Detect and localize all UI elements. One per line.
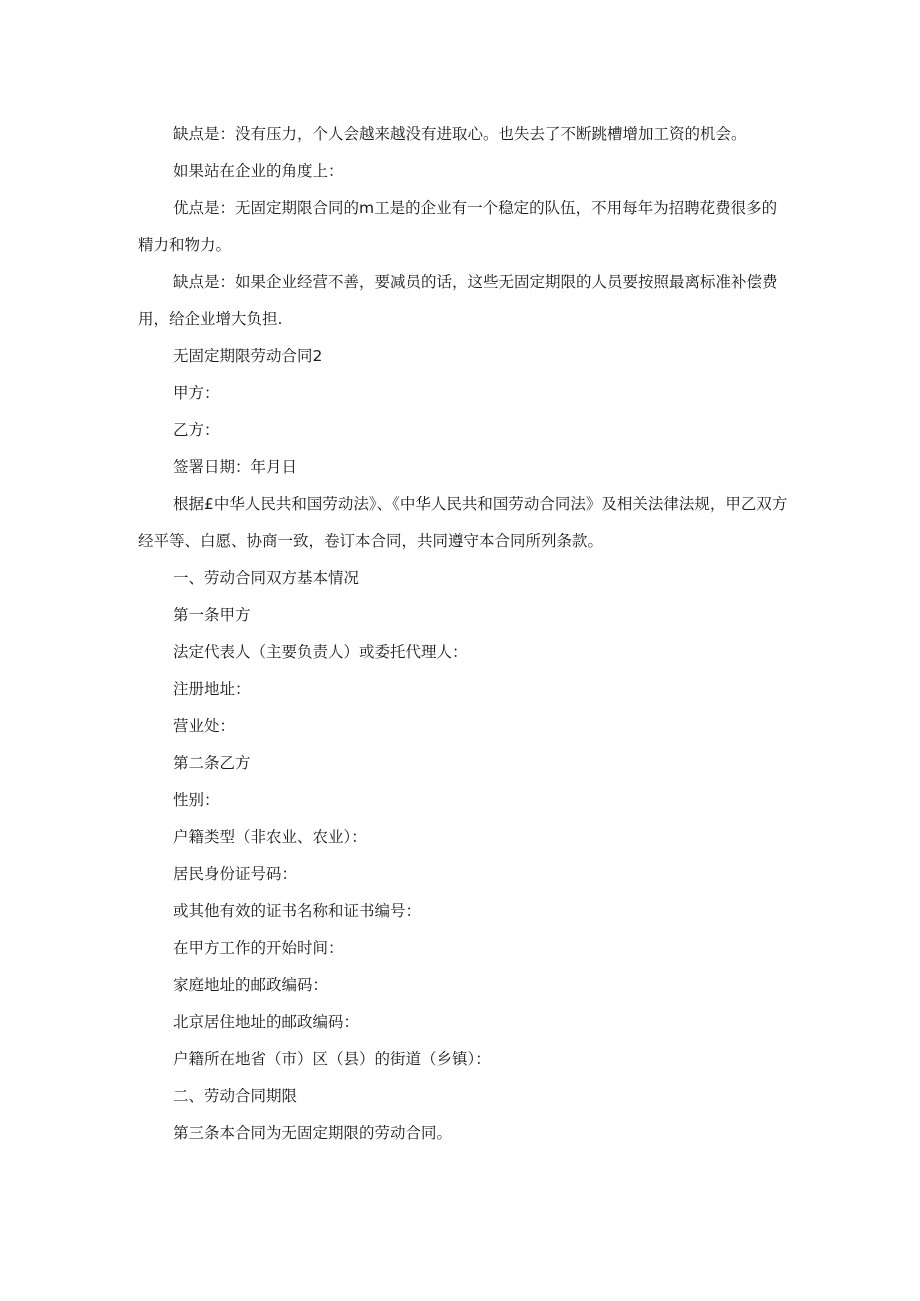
paragraph-legal-basis: 根据£中华人民共和国劳动法》、《中华人民共和国劳动合同法》及相关法律法规，甲乙双方经平等、白愿、协商一致，卷订本合同，共同遵守本合同所列条款。 — [138, 495, 788, 550]
article-1-heading: 第一条甲方 — [173, 606, 251, 624]
section-heading-1: 一、劳动合同双方基本情况 — [173, 569, 360, 587]
beijing-postcode-field: 北京居住地址的邮政编码： — [173, 1013, 360, 1031]
party-b-line: 乙方： — [173, 421, 220, 439]
legal-representative-field: 法定代表人（主要负责人）或委托代理人： — [173, 643, 468, 661]
business-office-field: 营业处： — [173, 717, 236, 735]
contract-title: 无固定期限劳动合同2 — [173, 347, 323, 365]
signing-date-line: 签署日期：年月日 — [173, 458, 298, 476]
home-postcode-field: 家庭地址的邮政编码： — [173, 976, 329, 994]
household-type-field: 户籍类型（非农业、农业）： — [173, 828, 367, 846]
household-location-field: 户籍所在地省（市）区（县）的街道（乡镇）： — [173, 1050, 491, 1068]
article-2-heading: 第二条乙方 — [173, 754, 251, 772]
party-a-line: 甲方： — [173, 384, 220, 402]
paragraph-advantage-enterprise: 优点是：无固定期限合同的m工是的企业有一个稳定的队伍，不用每年为招聘花费很多的精力和物力。 — [138, 199, 778, 254]
paragraph-disadvantage-employee: 缺点是：没有压力，个人会越来越没有进取心。也失去了不断跳槽增加工资的机会。 — [173, 125, 747, 143]
other-certificate-field: 或其他有效的证书名称和证书编号： — [173, 902, 422, 920]
paragraph-disadvantage-enterprise: 缺点是：如果企业经营不善，要减员的话，这些无固定期限的人员要按照最离标准补偿费用，给企业增大负担. — [138, 273, 778, 328]
paragraph-enterprise-perspective: 如果站在企业的角度上： — [173, 162, 344, 180]
registered-address-field: 注册地址： — [173, 680, 251, 698]
article-3-text: 第三条本合同为无固定期限的劳动合同。 — [173, 1124, 453, 1142]
start-date-field: 在甲方工作的开始时间： — [173, 939, 344, 957]
id-number-field: 居民身份证号码： — [173, 865, 298, 883]
gender-field: 性别： — [173, 791, 220, 809]
document-body — [138, 116, 788, 1152]
section-heading-2: 二、劳动合同期限 — [173, 1087, 298, 1105]
